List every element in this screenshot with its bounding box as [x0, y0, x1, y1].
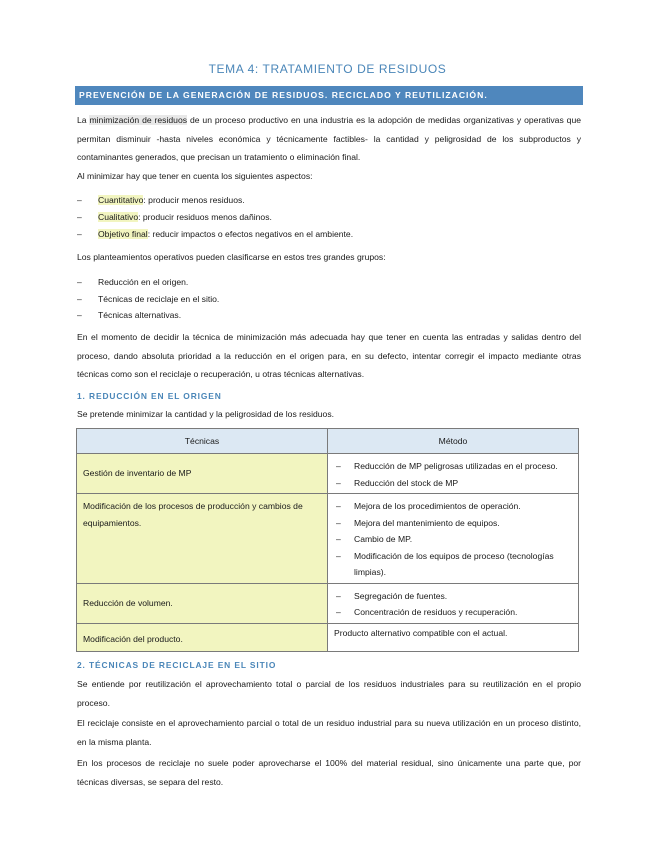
intro-text-a: La — [77, 115, 90, 125]
intro-paragraph — [77, 111, 581, 167]
method-item — [336, 515, 572, 532]
aspect-term: Objetivo final — [98, 229, 148, 239]
method-text: Segregación de fuentes. — [354, 590, 448, 601]
aspect-desc: : producir residuos menos dañinos. — [138, 212, 272, 222]
list-dash: – — [336, 461, 341, 471]
list-item: Reducción en el origen. — [98, 277, 189, 287]
table-header-row — [77, 429, 579, 454]
list-dash: – — [336, 477, 341, 488]
list-item — [98, 208, 272, 226]
technique-cell — [77, 454, 328, 494]
page-title: TEMA 4: TRATAMIENTO DE RESIDUOS — [208, 62, 447, 76]
list-dash: – — [77, 229, 82, 239]
table-row — [77, 583, 579, 623]
section2-paragraph: Se entiende por reutilización el aprovechamiento total o parcial de los residuos industriales para su reutilización en el propio proceso. — [77, 679, 581, 708]
method-item — [336, 604, 572, 621]
method-text: Cambio de MP. — [354, 534, 413, 544]
aspect-desc: : producir menos residuos. — [143, 195, 245, 205]
technique-text: Modificación de los procesos de producción y cambios de equipamientos. — [83, 501, 303, 528]
table-row — [77, 623, 579, 651]
groups-intro: Los planteamientos operativos pueden clasificarse en estos tres grandes grupos: — [77, 252, 386, 262]
list-dash: – — [336, 501, 341, 511]
method-cell — [328, 583, 579, 623]
table-row — [77, 494, 579, 584]
technique-text: Modificación del producto. — [83, 633, 183, 644]
method-cell — [328, 623, 579, 651]
list-dash: – — [77, 294, 82, 304]
list-dash: – — [336, 534, 341, 544]
list-item: Técnicas de reciclaje en el sitio. — [98, 294, 220, 304]
list-dash: – — [77, 212, 82, 222]
method-cell — [328, 454, 579, 494]
method-text: Producto alternativo compatible con el actual. — [334, 627, 508, 638]
table-header-metodo: Método — [328, 429, 579, 454]
list-dash: – — [336, 550, 341, 561]
list-dash: – — [77, 195, 82, 205]
aspects-intro: Al minimizar hay que tener en cuenta los siguientes aspectos: — [77, 171, 313, 181]
section1-heading: 1. REDUCCIÓN EN EL ORIGEN — [77, 391, 222, 401]
list-dash: – — [77, 277, 82, 287]
method-item — [336, 458, 572, 475]
section2-heading: 2. TÉCNICAS DE RECICLAJE EN EL SITIO — [77, 660, 277, 670]
list-item: Técnicas alternativas. — [98, 310, 182, 320]
list-dash: – — [336, 590, 341, 601]
method-text: Concentración de residuos y recuperación. — [354, 607, 518, 617]
intro-text-b: de un proceso productivo en una industria es la adopción de medidas organizativas y operativas que permitan disminuir -hasta niveles económica y técnicamente factibles- la cantidad y peligrosidad de los subproductos y contaminantes generados, que precisan un tratamiento o eliminación final. — [77, 115, 582, 162]
method-item — [336, 531, 572, 548]
list-dash: – — [336, 607, 341, 617]
list-item — [98, 225, 353, 243]
table-row — [77, 454, 579, 494]
technique-text: Gestión de inventario de MP — [83, 468, 192, 478]
technique-cell — [77, 623, 328, 651]
section2-paragraph: En los procesos de reciclaje no suele poder aprovecharse el 100% del material residual, sino únicamente una parte que, por técnicas diversas, se separa del resto. — [77, 758, 581, 787]
aspect-term: Cuantitativo — [98, 195, 144, 205]
list-dash: – — [77, 310, 82, 320]
method-item — [336, 548, 572, 581]
techniques-table — [76, 428, 579, 652]
section1-text: Se pretende minimizar la cantidad y la peligrosidad de los residuos. — [77, 409, 334, 419]
method-cell — [328, 494, 579, 584]
technique-cell — [77, 583, 328, 623]
method-item — [336, 475, 572, 492]
method-text: Modificación de los equipos de proceso (tecnologías limpias). — [354, 550, 554, 577]
highlighted-term: minimización de residuos — [89, 115, 188, 125]
method-text: Mejora del mantenimiento de equipos. — [354, 517, 500, 528]
technique-text: Reducción de volumen. — [83, 597, 173, 608]
section-banner: PREVENCIÓN DE LA GENERACIÓN DE RESIDUOS. RECICLADO Y REUTILIZACIÓN. — [75, 86, 583, 105]
aspect-term: Cualitativo — [98, 212, 139, 222]
method-text: Mejora de los procedimientos de operación. — [354, 501, 521, 511]
method-text: Reducción de MP peligrosas utilizadas en el proceso. — [354, 461, 558, 471]
list-item — [98, 191, 245, 209]
section2-paragraph: El reciclaje consiste en el aprovechamiento parcial o total de un residuo industrial para su nueva utilización en un proceso distinto, en la misma planta. — [77, 718, 581, 747]
decision-paragraph: En el momento de decidir la técnica de minimización más adecuada hay que tener en cuenta las entradas y salidas dentro del proceso, dando absoluta prioridad a la reducción en el origen para, en su defecto, intentar corregir el impacto mediante otras técnicas como son el reciclaje o recuperación, u otras técnicas alternativas. — [77, 332, 581, 379]
technique-cell — [77, 494, 328, 584]
method-item — [336, 498, 572, 515]
method-text: Reducción del stock de MP — [354, 477, 459, 488]
aspect-desc: : reducir impactos o efectos negativos en el ambiente. — [147, 229, 354, 239]
table-header-tecnicas: Técnicas — [77, 429, 328, 454]
method-item — [336, 588, 572, 605]
list-dash: – — [336, 517, 341, 528]
